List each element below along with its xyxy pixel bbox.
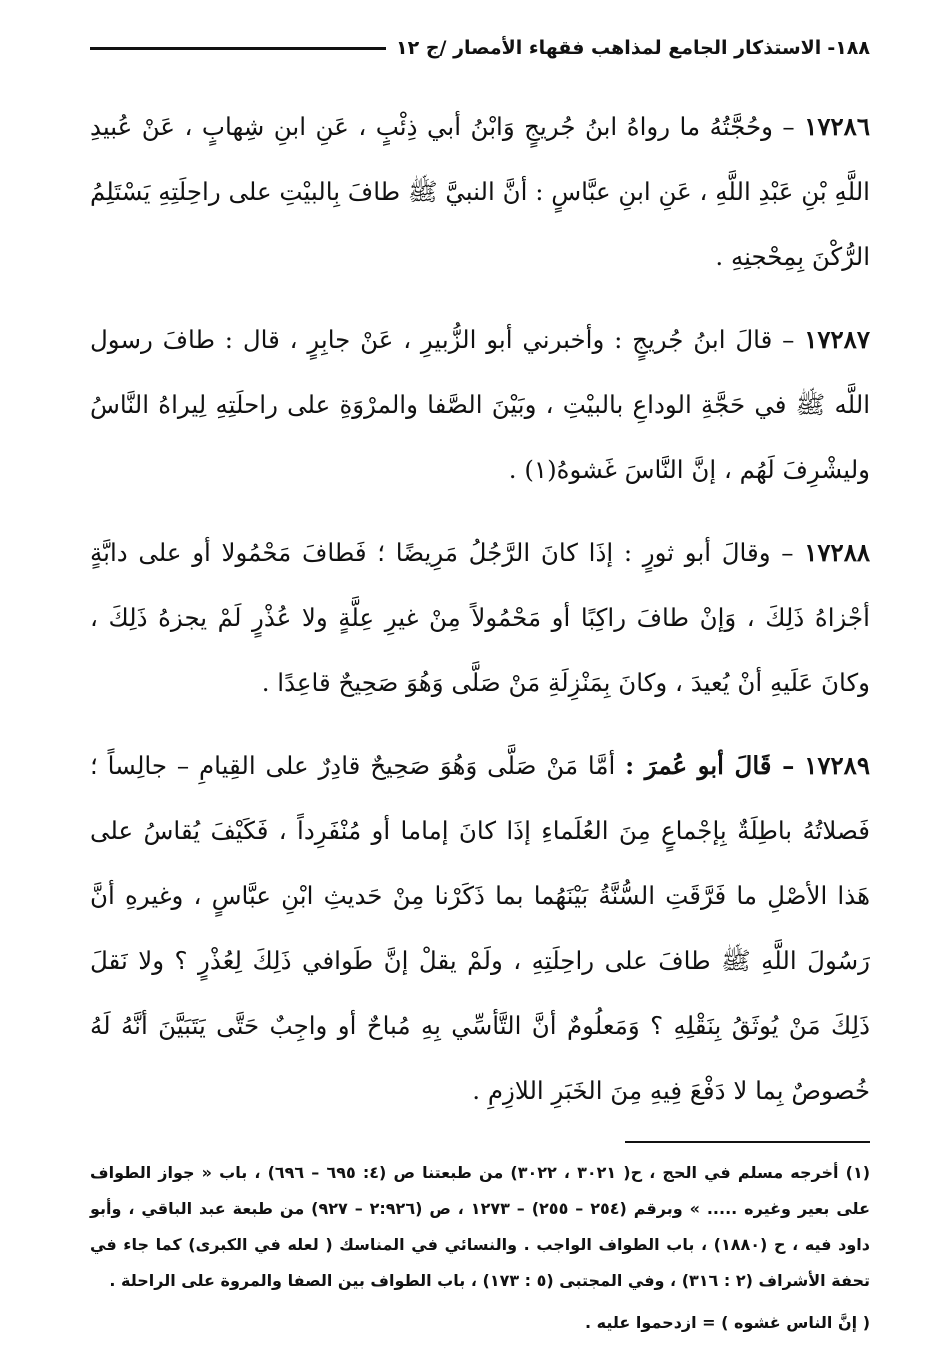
page-number: ١٨٨- (827, 37, 870, 59)
paragraph-17286 (90, 94, 870, 289)
paragraph-text: – وحُجَّتُهُ ما رواهُ ابنُ جُريجٍ وَابْنُ أبي ذِئْبٍ ، عَنِ ابنِ شِهابٍ ، عَنْ عُبيدِ اللَّهِ بْنِ عَبْدِ اللَّهِ ، عَنِ ابنِ عبَّاسٍ : أنَّ النبيَّ ﷺ طافَ بِالبيْتِ على راحِلَتِهِ يَسْتَلِمُ الرُّكْنَ بِمِحْجنِهِ . (90, 112, 870, 271)
paragraph-17287 (90, 307, 870, 502)
book-title: الاستذكار الجامع لمذاهب فقهاء الأمصار /ج ١٢ (396, 37, 822, 59)
paragraph-lead: – قَالَ أبو عُمرَ : (625, 751, 795, 780)
paragraph-number: ١٧٢٨٩ (804, 751, 870, 780)
paragraph-17288 (90, 520, 870, 715)
paragraph-17289 (90, 733, 870, 1123)
document-page (90, 28, 871, 1332)
paragraph-number: ١٧٢٨٧ (804, 325, 870, 354)
footnote-1: (١) أخرجه مسلم في الحج ، ح( ٣٠٢١ ، ٣٠٢٢) من طبعتنا ص (٤: ٦٩٥ – ٦٩٦) ، باب « جواز الطواف على بعير وغيره ..... » وبرقم (٢٥٤ – ٢٥٥) – ١٢٧٣ ، ص (٢:٩٢٦ – ٩٢٧) من طبعة عبد الباقي ، وأبو داود فيه ، ح (١٨٨٠) ، باب الطواف الواجب . والنسائي في المناسك ( لعله في الكبرى) كما جاء في تحفة الأشراف (٢ : ٣١٦) ، وفي المجتبى (٥ : ١٧٣) ، باب الطواف بين الصفا والمروة على الراحلة . (90, 1163, 871, 1290)
running-header (90, 28, 870, 68)
header-rule (90, 47, 386, 50)
main-text (90, 94, 870, 1123)
footnote-separator (625, 1141, 870, 1143)
paragraph-number: ١٧٢٨٦ (804, 112, 870, 141)
paragraph-text: – وقالَ أبو ثورٍ : إذَا كانَ الرَّجُلُ مَرِيضًا ؛ فَطافَ مَحْمُولا أو على دابَّةٍ أجْزاهُ ذَلِكَ ، وَإنْ طافَ راكِبًا أو مَحْمُولاً مِنْ غيرِ عِلَّةٍ ولا عُذْرٍ لَمْ يجزهُ ذَلِكَ ، وكانَ عَلَيهِ أنْ يُعيدَ ، وكانَ بِمَنْزِلَةِ مَنْ صَلَّى وَهُوَ صَحِيحٌ قاعِدًا . (90, 538, 870, 697)
footnotes (90, 1155, 870, 1341)
paragraph-number: ١٧٢٨٨ (804, 538, 871, 567)
paragraph-text: – قالَ ابنُ جُريجٍ : وأخبرني أبو الزُّبيرِ ، عَنْ جابِرٍ ، قال : طافَ رسول اللَّه ﷺ في حَجَّةِ الوداعِ بالبيْتِ ، وبَيْنَ الصَّفا والمرْوَةِ على راحلَتِهِ لِيراهُ النَّاسُ وليشْرِفَ لَهُم ، إنَّ النَّاسَ غَشوهُ(١) . (90, 325, 870, 484)
paragraph-text: أمَّا مَنْ صَلَّى وَهُوَ صَحِيحٌ قادِرٌ على القِيامِ – جالِساً ؛ فَصلاتُهُ باطِلَةٌ بِإجْماعٍ مِنَ العُلَماءِ إذَا كانَ إماما أو مُنْفَرِداً ، فَكَيْفَ يُقاسُ على هَذا الأصْلِ ما فَرَّقَتِ السُّنَّةُ بَيْنَهُما بما ذَكَرْنا مِنْ حَديثِ ابْنِ عبَّاسٍ ، وغيرهِ أنَّ رَسُولَ اللَّهِ ﷺ طافَ على راحِلَتِهِ ، ولَمْ يقلْ إنَّ طَوافي ذَلِكَ لِعُذْرٍ ؟ ولا نَقلَ ذَلِكَ مَنْ يُوثَقُ بِنَقْلِهِ ؟ وَمَعلُومٌ أنَّ التَّأسِّي بِهِ مُباحٌ أو واجِبٌ حَتَّى يَتَبَيَّنَ أنَّهُ لَهُ خُصوصٌ بِما لا دَفْعَ فِيهِ مِنَ الخَبَرِ اللازِمِ . (90, 751, 870, 1105)
footnote-gloss: ( إنَّ الناس غشوه ) = ازدحموا عليه . (585, 1313, 870, 1332)
